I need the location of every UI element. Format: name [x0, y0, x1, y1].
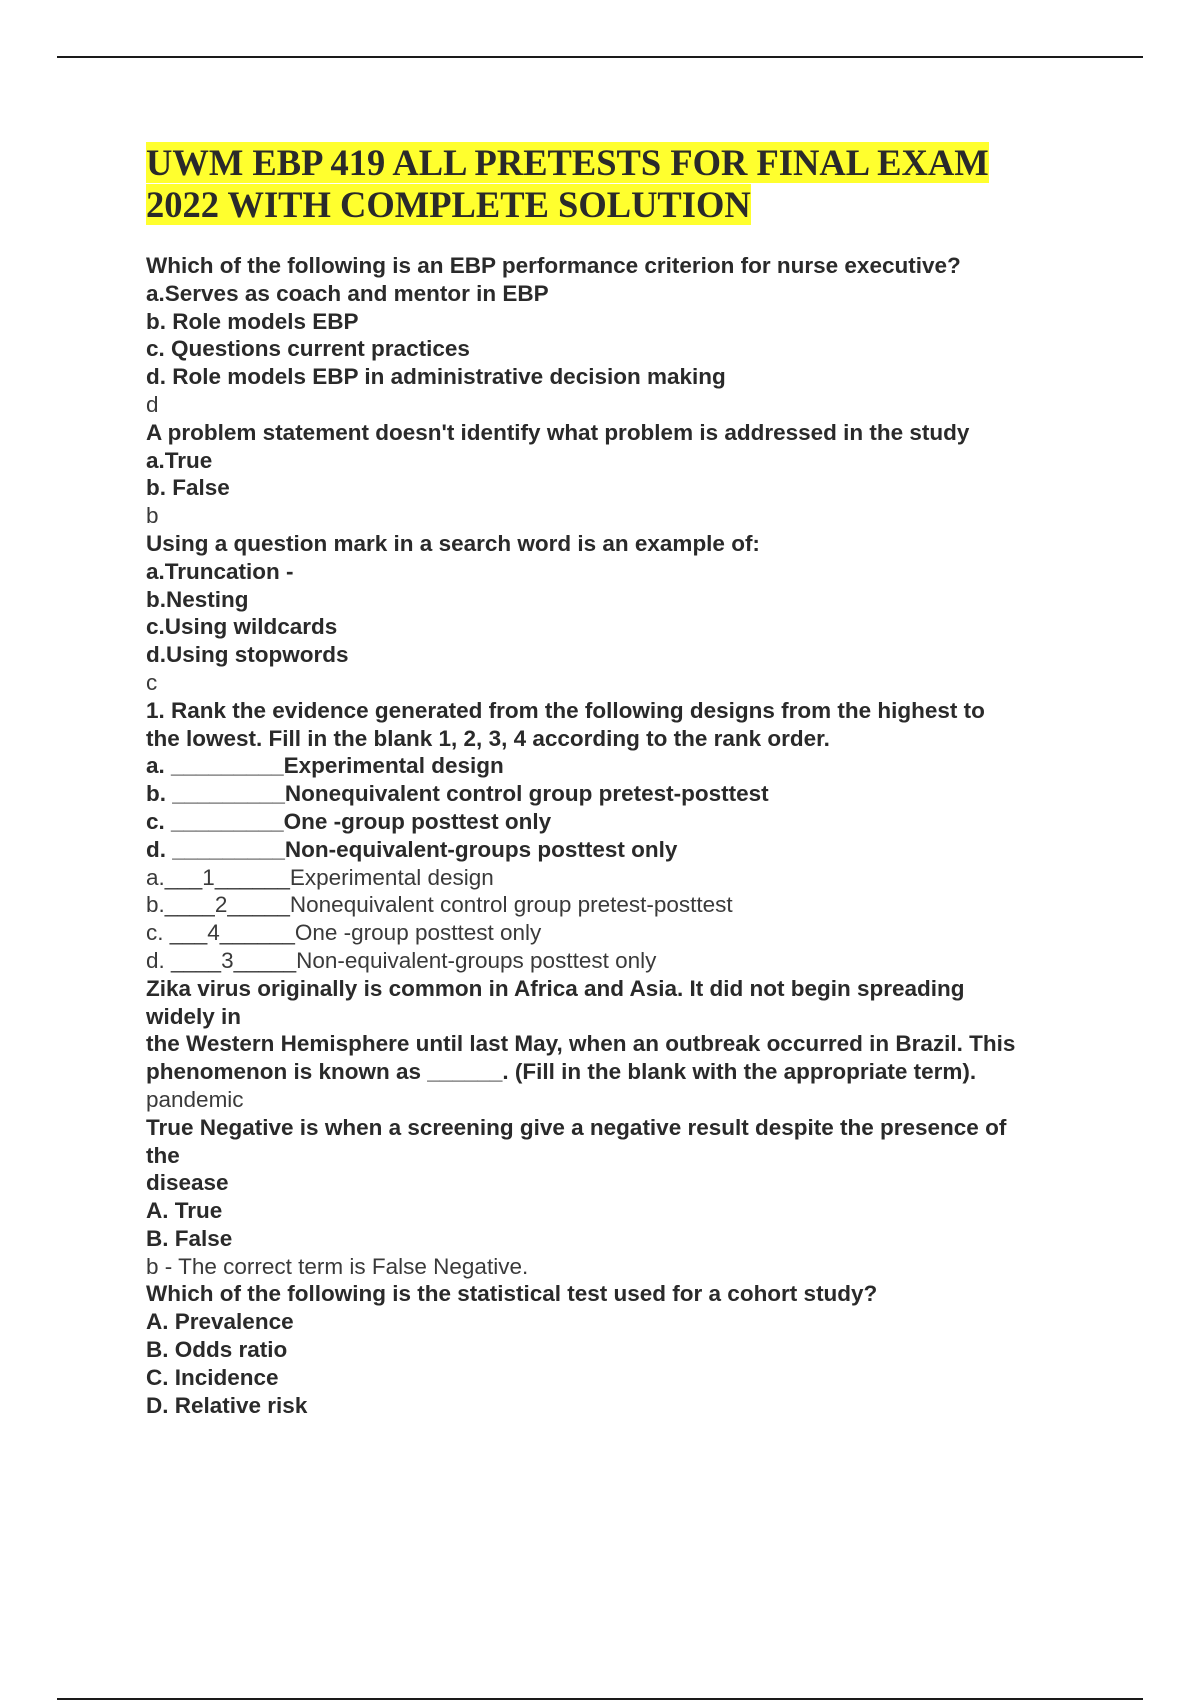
answer-line: b: [146, 503, 159, 529]
answer-line: b.____2_____Nonequivalent control group pretest-posttest: [146, 892, 733, 918]
question-line: A. True: [146, 1198, 223, 1224]
question-line: a. _________Experimental design: [146, 753, 504, 779]
question-line: D. Relative risk: [146, 1392, 308, 1418]
question-line: True Negative is when a screening give a negative result despite the presence of: [146, 1114, 1007, 1140]
question-line: b. False: [146, 475, 230, 501]
document-body: [146, 142, 1106, 1419]
document-title: [146, 142, 1106, 226]
question-line: a.True: [146, 447, 213, 473]
question-line: the Western Hemisphere until last May, when an outbreak occurred in Brazil. This: [146, 1031, 1016, 1057]
question-line: widely in: [146, 1003, 242, 1029]
question-line: b.Nesting: [146, 586, 249, 612]
question-line: d. Role models EBP in administrative decision making: [146, 364, 726, 390]
top-rule: [57, 56, 1143, 58]
question-line: b. _________Nonequivalent control group pretest-posttest: [146, 781, 769, 807]
question-line: the lowest. Fill in the blank 1, 2, 3, 4 according to the rank order.: [146, 725, 830, 751]
question-line: the: [146, 1142, 180, 1168]
question-line: A problem statement doesn't identify what problem is addressed in the study: [146, 419, 970, 445]
question-line: disease: [146, 1170, 229, 1196]
question-line: Zika virus originally is common in Africa and Asia. It did not begin spreading: [146, 975, 965, 1001]
question-line: A. Prevalence: [146, 1309, 294, 1335]
question-line: Which of the following is the statistical test used for a cohort study?: [146, 1281, 878, 1307]
question-line: 1. Rank the evidence generated from the following designs from the highest to: [146, 697, 985, 723]
answer-line: pandemic: [146, 1086, 244, 1112]
answer-line: d. ____3_____Non-equivalent-groups posttest only: [146, 947, 657, 973]
answer-line: b - The correct term is False Negative.: [146, 1253, 529, 1279]
question-line: b. Role models EBP: [146, 308, 359, 334]
question-line: phenomenon is known as ______. (Fill in the blank with the appropriate term).: [146, 1059, 977, 1085]
question-line: d.Using stopwords: [146, 642, 349, 668]
question-line: d. _________Non-equivalent-groups posttest only: [146, 836, 678, 862]
answer-line: a.___1______Experimental design: [146, 864, 494, 890]
question-line: a.Serves as coach and mentor in EBP: [146, 280, 549, 306]
question-line: c.Using wildcards: [146, 614, 338, 640]
question-line: Using a question mark in a search word is an example of:: [146, 530, 760, 556]
answer-line: d: [146, 391, 159, 417]
question-line: C. Incidence: [146, 1364, 279, 1390]
question-line: B. Odds ratio: [146, 1337, 288, 1363]
question-line: a.Truncation -: [146, 558, 294, 584]
answer-line: c: [146, 669, 158, 695]
question-line: Which of the following is an EBP performance criterion for nurse executive?: [146, 253, 961, 278]
question-line: B. False: [146, 1225, 233, 1251]
question-line: c. Questions current practices: [146, 336, 470, 362]
question-list: [146, 252, 1106, 1419]
title-line-1: UWM EBP 419 ALL PRETESTS FOR FINAL EXAM: [146, 142, 989, 183]
title-line-2: 2022 WITH COMPLETE SOLUTION: [146, 184, 751, 225]
question-line: c. _________One -group posttest only: [146, 808, 552, 834]
answer-line: c. ___4______One -group posttest only: [146, 920, 542, 946]
